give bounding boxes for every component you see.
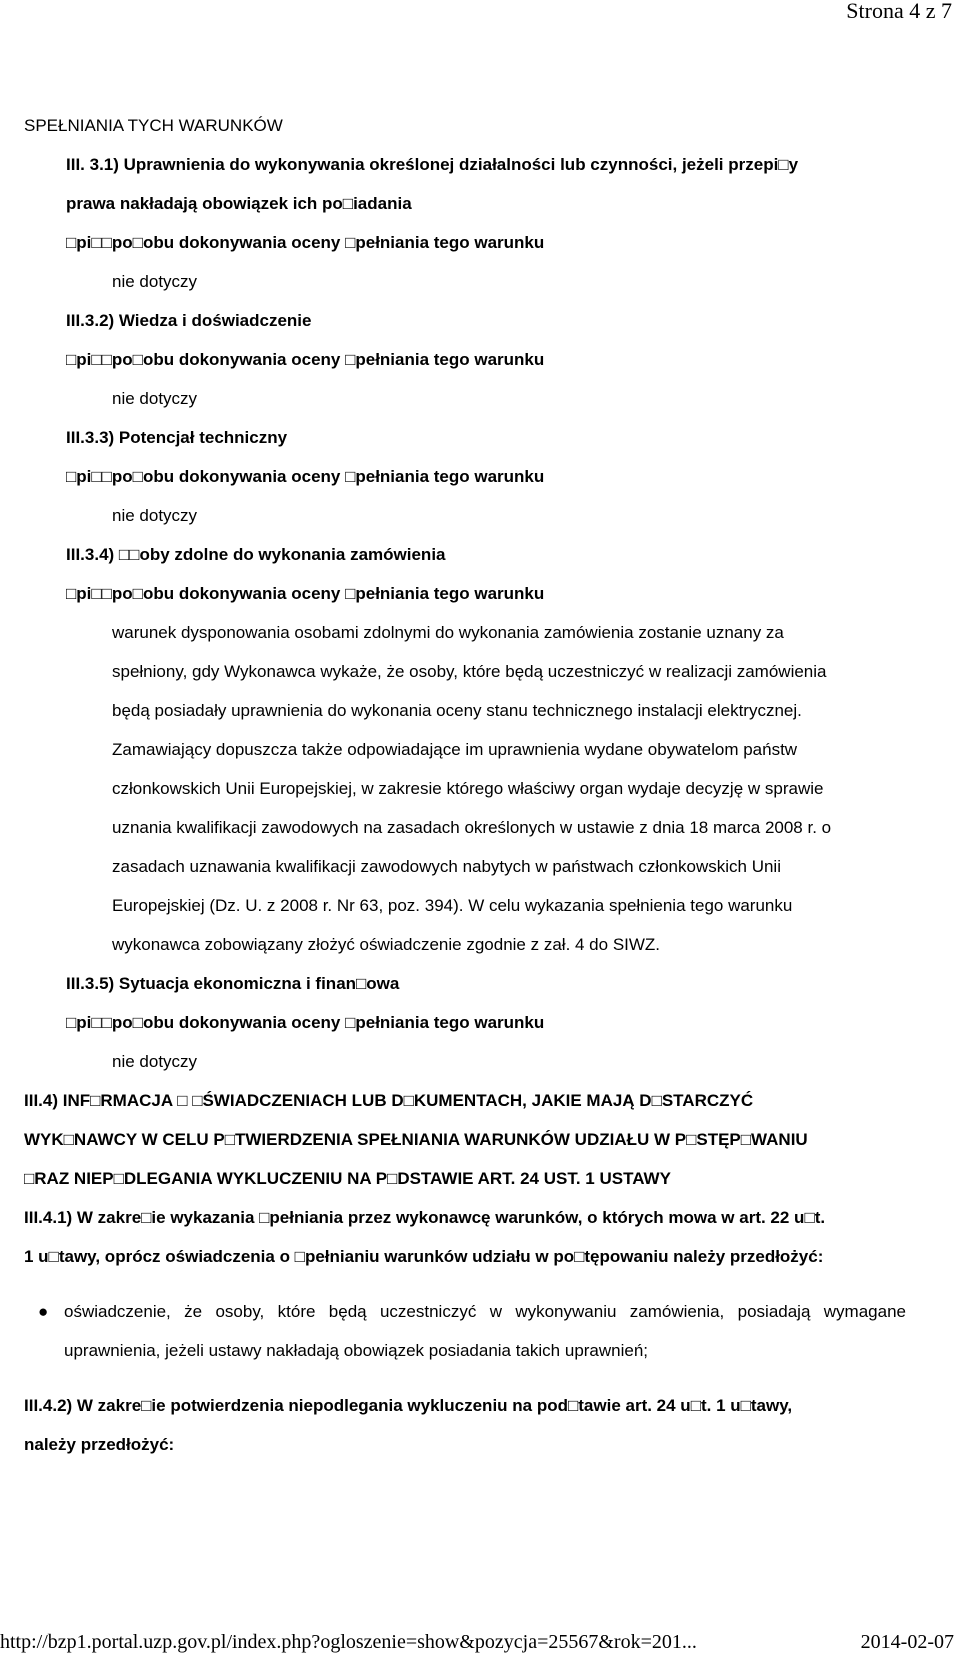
paragraph-line: będą posiadały uprawnienia do wykonania oceny stanu technicznego instalacji elektrycznej. [112, 701, 802, 720]
paragraph-line: warunek dysponowania osobami zdolnymi do wykonania zamówienia zostanie uznany za [112, 623, 784, 642]
page-footer [0, 1630, 960, 1654]
section-4-2-title [24, 1386, 936, 1464]
page-number: Strona 4 z 7 [846, 0, 952, 23]
section-3-4-method: □pi□□po□obu dokonywania oceny □pełniania tego warunku [66, 584, 545, 603]
paragraph-line: zasadach uznawania kwalifikacji zawodowych nabytych w państwach członkowskich Unii [112, 857, 781, 876]
section-4-2-title-line: III.4.2) W zakre□ie potwierdzenia niepodlegania wykluczeniu na pod□tawie art. 24 u□t. 1 u□tawy, [24, 1396, 793, 1415]
paragraph-line: spełniony, gdy Wykonawca wykaże, że osoby, które będą uczestniczyć w realizacji zamówienia [112, 662, 827, 681]
section-3-2-method: □pi□□po□obu dokonywania oceny □pełniania tego warunku [66, 350, 545, 369]
paragraph-line: Zamawiający dopuszcza także odpowiadające im uprawnienia wydane obywatelom państw [112, 740, 798, 759]
section-4-title-line: WYK□NAWCY W CELU P□TWIERDZENIA SPEŁNIANIA WARUNKÓW UDZIAŁU W P□STĘP□WANIU [24, 1130, 808, 1149]
section-3-2-title: III.3.2) Wiedza i doświadczenie [66, 311, 312, 330]
section-4-title-line: □RAZ NIEP□DLEGANIA WYKLUCZENIU NA P□DSTAWIE ART. 24 UST. 1 USTAWY [24, 1169, 671, 1188]
section-3-1-method: □pi□□po□obu dokonywania oceny □pełniania tego warunku [66, 233, 545, 252]
section-3-1-title: III. 3.1) Uprawnienia do wykonywania określonej działalności lub czynności, jeżeli przepi□y [66, 155, 799, 174]
section-4-1-title [24, 1198, 936, 1276]
list-item [24, 1292, 936, 1370]
section-4-2-title-line: należy przedłożyć: [24, 1435, 175, 1454]
footer-url: http://bzp1.portal.uzp.gov.pl/index.php?ogloszenie=show&pozycja=25567&rok=201... [0, 1631, 697, 1653]
list-item-text: oświadczenie, że osoby, które będą uczestniczyć w wykonywaniu zamówienia, posiadają wymagane uprawnienia, jeżeli ustawy nakładają obowiązek posiadania takich uprawnień; [64, 1302, 906, 1360]
section-4-1-title-line: III.4.1) W zakre□ie wykazania □pełniania przez wykonawcę warunków, o których mowa w art. 22 u□t. [24, 1208, 826, 1227]
paragraph-line: członkowskich Unii Europejskiej, w zakresie którego właściwy organ wydaje decyzję w sprawie [112, 779, 824, 798]
section-3-5-method: □pi□□po□obu dokonywania oceny □pełniania tego warunku [66, 1013, 545, 1032]
section-3-5-value: nie dotyczy [112, 1052, 198, 1071]
footer-date: 2014-02-07 [860, 1631, 954, 1653]
section-3-3-method: □pi□□po□obu dokonywania oceny □pełniania tego warunku [66, 467, 545, 486]
section-4-title [24, 1081, 936, 1198]
bullet-icon: ● [38, 1302, 49, 1321]
section-3-4-paragraph [24, 613, 936, 964]
section-3-1-title-cont: prawa nakładają obowiązek ich po□iadania [66, 194, 412, 213]
section-3-1-value: nie dotyczy [112, 272, 198, 291]
section-3-3-value: nie dotyczy [112, 506, 198, 525]
section-title: SPEŁNIANIA TYCH WARUNKÓW [24, 116, 283, 135]
section-3-3-title: III.3.3) Potencjał techniczny [66, 428, 288, 447]
section-4-1-title-line: 1 u□tawy, oprócz oświadczenia o □pełnianiu warunków udziału w po□tępowaniu należy przedłożyć: [24, 1247, 824, 1266]
document-body [24, 106, 936, 1464]
section-3-2-value: nie dotyczy [112, 389, 198, 408]
section-4-title-line: III.4) INF□RMACJA □ □ŚWIADCZENIACH LUB D□KUMENTACH, JAKIE MAJĄ D□STARCZYĆ [24, 1091, 754, 1110]
section-3-5-title: III.3.5) Sytuacja ekonomiczna i finan□owa [66, 974, 400, 993]
paragraph-line: wykonawca zobowiązany złożyć oświadczenie zgodnie z zał. 4 do SIWZ. [112, 935, 661, 954]
section-3-4-title: III.3.4) □□oby zdolne do wykonania zamówienia [66, 545, 446, 564]
paragraph-line: Europejskiej (Dz. U. z 2008 r. Nr 63, poz. 394). W celu wykazania spełnienia tego warunku [112, 896, 793, 915]
paragraph-line: uznania kwalifikacji zawodowych na zasadach określonych w ustawie z dnia 18 marca 2008 r. o [112, 818, 832, 837]
